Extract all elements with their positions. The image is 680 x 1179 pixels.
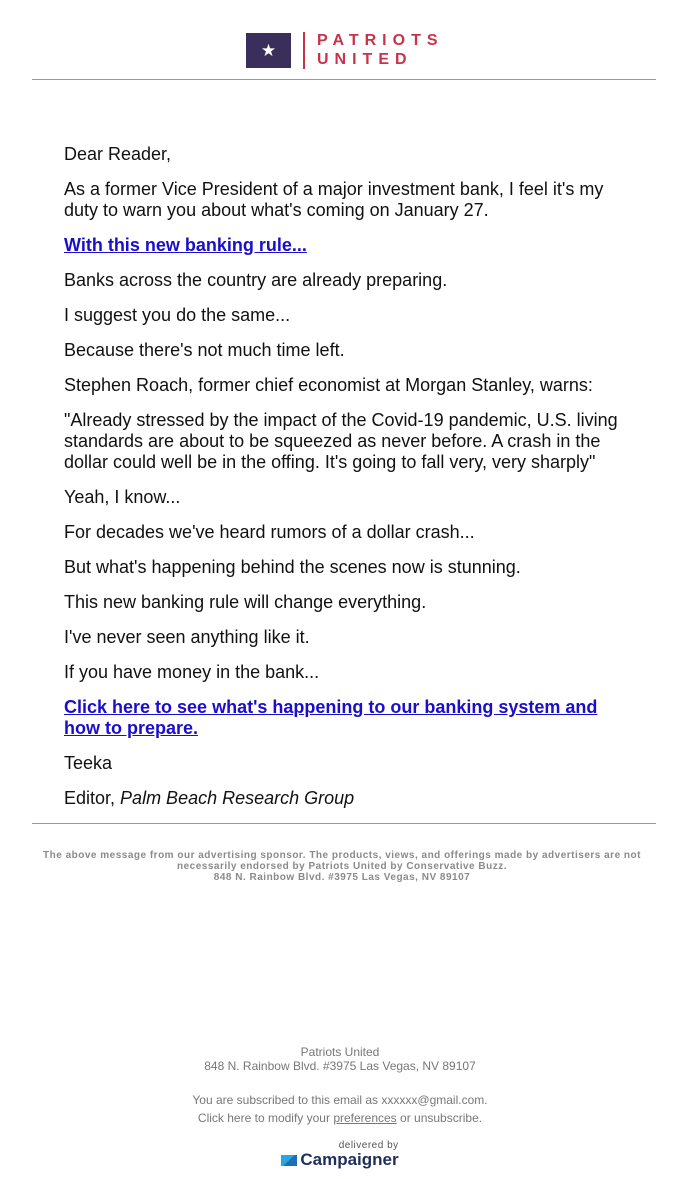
paragraph: Banks across the country are already preparing. bbox=[64, 270, 448, 290]
campaigner-badge[interactable] bbox=[281, 1141, 398, 1169]
footer-divider bbox=[32, 823, 656, 824]
paragraph: Stephen Roach, former chief economist at Morgan Stanley, warns: bbox=[64, 375, 593, 395]
signature: Teeka bbox=[64, 753, 113, 773]
delivered-by-label: delivered by bbox=[338, 1140, 399, 1151]
email-header bbox=[0, 0, 680, 79]
modify-line bbox=[0, 1111, 680, 1125]
disclaimer-text: The above message from our advertising sponsor. The products, views, and offerings made by advertisers are not necessarily endorsed by Patriots United by Conservative Buzz. bbox=[43, 850, 641, 872]
footer-address: 848 N. Rainbow Blvd. #3975 Las Vegas, NV 89107 bbox=[204, 1059, 476, 1073]
disclaimer-address: 848 N. Rainbow Blvd. #3975 Las Vegas, NV 89107 bbox=[213, 872, 471, 883]
greeting: Dear Reader, bbox=[64, 144, 172, 164]
paragraph: Because there's not much time left. bbox=[64, 340, 345, 360]
quote: "Already stressed by the impact of the Covid-19 pandemic, U.S. living standards are about to be squeezed as never before. A crash in the dollar could well be in the offing. It's going to fall very, very sharply" bbox=[64, 410, 618, 472]
editor-prefix: Editor, bbox=[64, 788, 116, 808]
editor-line bbox=[64, 788, 620, 809]
modify-prefix: Click here to modify your bbox=[197, 1111, 330, 1125]
paragraph: I've never seen anything like it. bbox=[64, 627, 310, 647]
star-icon: ★ bbox=[246, 33, 291, 68]
paragraph: If you have money in the bank... bbox=[64, 662, 320, 682]
paragraph: Yeah, I know... bbox=[64, 487, 181, 507]
paragraph: For decades we've heard rumors of a dollar crash... bbox=[64, 522, 475, 542]
banking-rule-link[interactable]: With this new banking rule... bbox=[64, 235, 307, 255]
subscription-notice: You are subscribed to this email as xxxxxx@gmail.com. bbox=[192, 1093, 488, 1107]
email-footer bbox=[0, 1045, 680, 1169]
paragraph: But what's happening behind the scenes now is stunning. bbox=[64, 557, 521, 577]
patriots-united-logo[interactable] bbox=[246, 31, 444, 69]
paragraph: As a former Vice President of a major investment bank, I feel it's my duty to warn you about what's coming on January 27. bbox=[64, 179, 604, 220]
campaigner-wordmark: Campaigner bbox=[300, 1150, 399, 1169]
logo-line-1: PATRIOTS bbox=[317, 32, 444, 49]
campaigner-logo-icon bbox=[281, 1155, 297, 1166]
footer-org: Patriots United bbox=[300, 1045, 380, 1059]
banking-system-link[interactable]: Click here to see what's happening to our banking system and how to prepare. bbox=[64, 697, 598, 738]
sponsor-disclaimer bbox=[40, 850, 644, 883]
logo-divider bbox=[303, 32, 305, 69]
logo-line-2: UNITED bbox=[317, 51, 413, 68]
paragraph: This new banking rule will change everything. bbox=[64, 592, 427, 612]
editor-org: Palm Beach Research Group bbox=[120, 788, 355, 808]
paragraph: I suggest you do the same... bbox=[64, 305, 291, 325]
logo-wordmark bbox=[317, 31, 444, 69]
email-body bbox=[0, 80, 680, 809]
modify-suffix: or unsubscribe. bbox=[400, 1111, 483, 1125]
preferences-link[interactable]: preferences bbox=[333, 1111, 397, 1125]
